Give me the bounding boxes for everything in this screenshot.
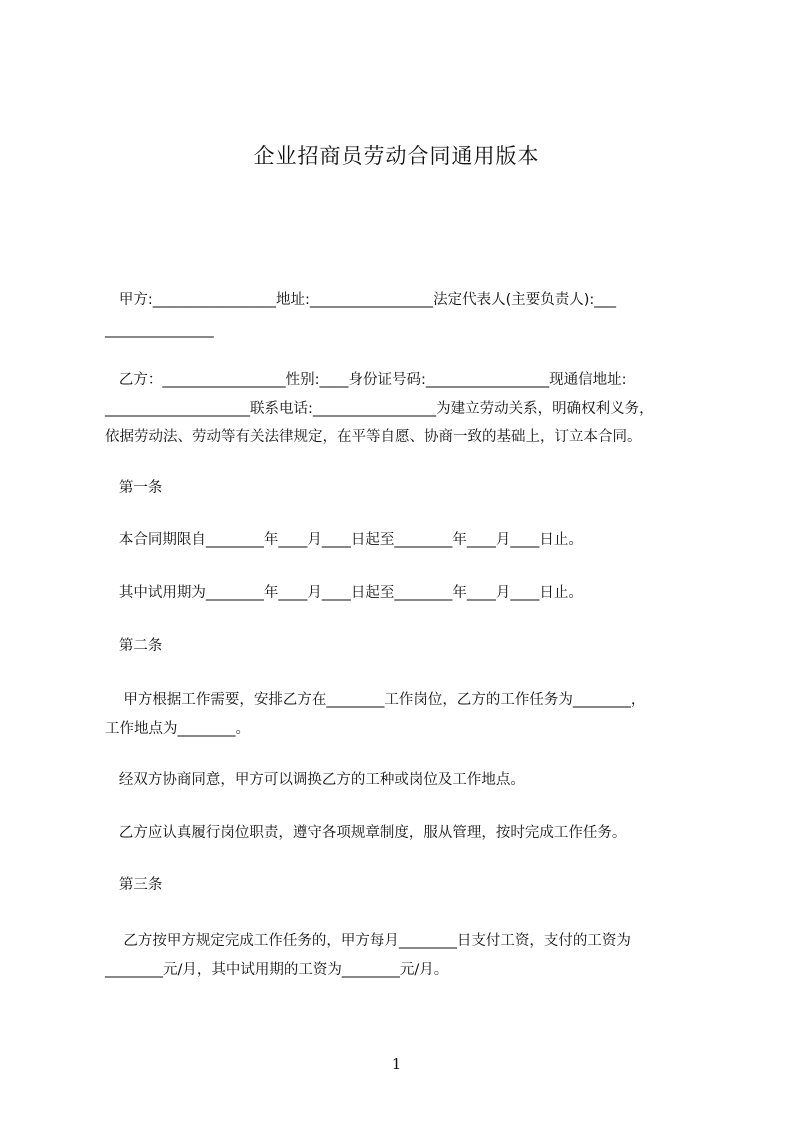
page-title: 企业招商员劳动合同通用版本 bbox=[253, 144, 540, 168]
probation-term: 其中试用期为________年____月____日起至________年____月____日止。 bbox=[105, 585, 583, 601]
article-2-line-2: 工作地点为________。 bbox=[105, 721, 250, 737]
contract-term: 本合同期限自________年____月____日起至________年____月____日止。 bbox=[105, 532, 583, 548]
page-number: 1 bbox=[391, 1055, 402, 1073]
party-b-line-2: ____________________联系电话:_________________为建立劳动关系，明确权利义务， bbox=[105, 401, 654, 417]
article-3-heading: 第三条 bbox=[105, 877, 163, 893]
article-2-line-3: 经双方协商同意，甲方可以调换乙方的工种或岗位及工作地点。 bbox=[105, 772, 525, 788]
party-a-line-1: 甲方:_________________地址:_________________法定代表人(主要负责人):___ bbox=[105, 292, 617, 308]
article-3-line-2: ________元/月，其中试用期的工资为________元/月。 bbox=[105, 962, 449, 978]
party-a-line-2: _______________ bbox=[105, 322, 214, 338]
party-b-line-3: 依据劳动法、劳动等有关法律规定，在平等自愿、协商一致的基础上，订立本合同。 bbox=[105, 429, 642, 445]
article-3-line-1: 乙方按甲方规定完成工作任务的，甲方每月________日支付工资，支付的工资为 bbox=[105, 933, 631, 949]
article-2-heading: 第二条 bbox=[105, 638, 163, 654]
article-1-heading: 第一条 bbox=[105, 480, 163, 496]
party-b-line-1: 乙方：_________________性别:____身份证号码:_________________现通信地址: bbox=[105, 372, 627, 388]
article-2-line-1: 甲方根据工作需要，安排乙方在________工作岗位，乙方的工作任务为________， bbox=[105, 692, 646, 708]
article-2-line-4: 乙方应认真履行岗位职责，遵守各项规章制度，服从管理，按时完成工作任务。 bbox=[105, 825, 627, 841]
